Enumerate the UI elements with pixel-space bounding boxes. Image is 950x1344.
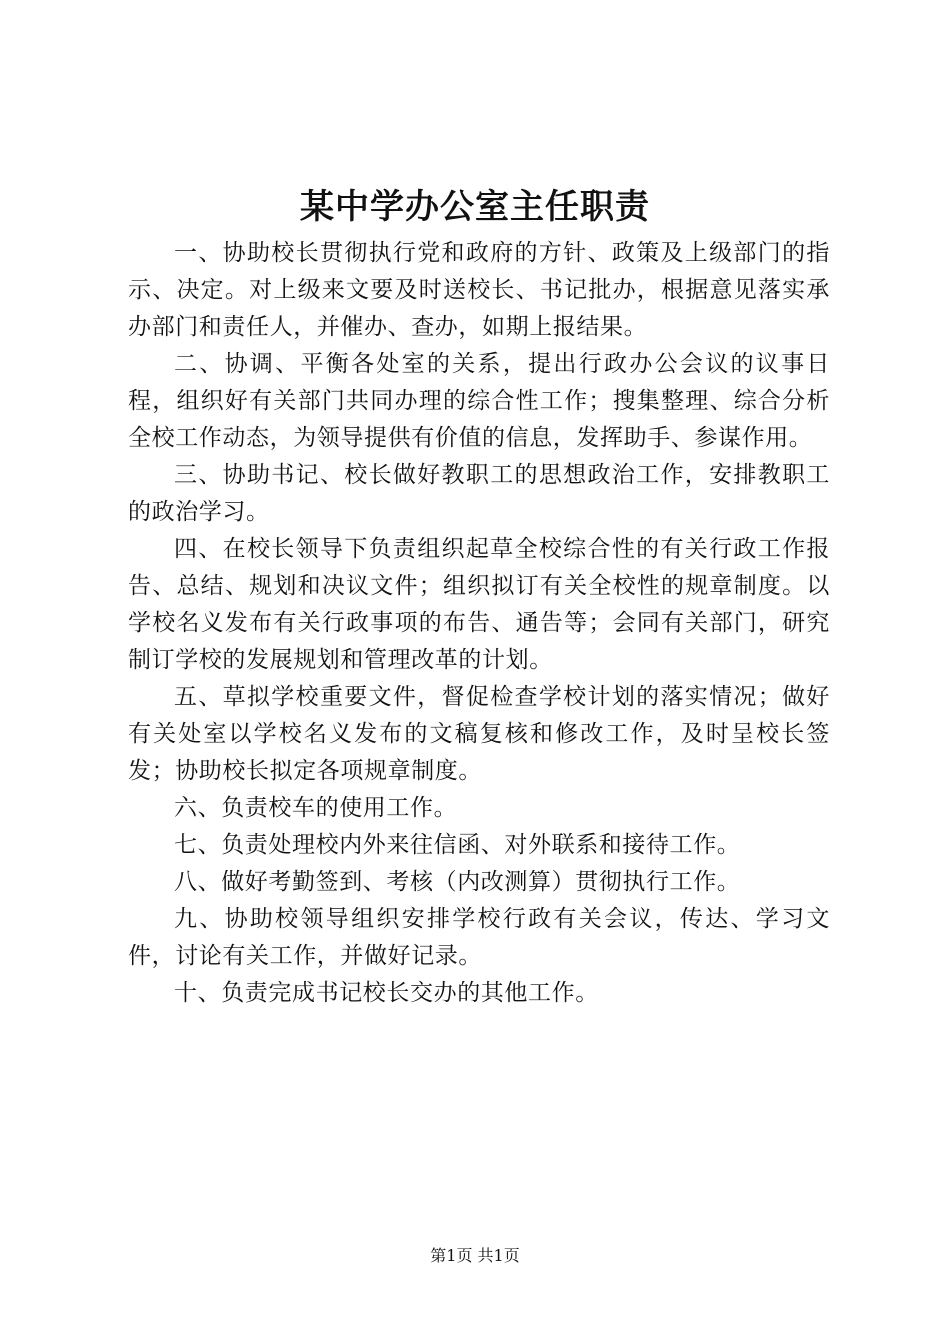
document-body: [128, 235, 830, 1012]
duty-item-9: 九、协助校领导组织安排学校行政有关会议，传达、学习文件，讨论有关工作，并做好记录。: [128, 906, 830, 969]
duty-item-7: 七、负责处理校内外来往信函、对外联系和接待工作。: [174, 832, 741, 858]
page-number-footer: 第1页 共1页: [430, 1246, 520, 1265]
duty-item-6: 六、负责校车的使用工作。: [174, 795, 458, 821]
document-title: 某中学办公室主任职责: [300, 187, 650, 227]
duty-item-10: 十、负责完成书记校长交办的其他工作。: [174, 980, 599, 1006]
duty-item-2: 二、协调、平衡各处室的关系，提出行政办公会议的议事日程，组织好有关部门共同办理的综合性工作；搜集整理、综合分析全校工作动态，为领导提供有价值的信息，发挥助手、参谋作用。: [128, 351, 830, 451]
duty-item-5: 五、草拟学校重要文件，督促检查学校计划的落实情况；做好有关处室以学校名义发布的文稿复核和修改工作，及时呈校长签发；协助校长拟定各项规章制度。: [128, 684, 830, 784]
duty-item-3: 三、协助书记、校长做好教职工的思想政治工作，安排教职工的政治学习。: [128, 462, 830, 525]
duty-item-8: 八、做好考勤签到、考核（内改测算）贯彻执行工作。: [174, 869, 741, 895]
duty-item-1: 一、协助校长贯彻执行党和政府的方针、政策及上级部门的指示、决定。对上级来文要及时送校长、书记批办，根据意见落实承办部门和责任人，并催办、查办，如期上报结果。: [128, 240, 830, 340]
duty-item-4: 四、在校长领导下负责组织起草全校综合性的有关行政工作报告、总结、规划和决议文件；组织拟订有关全校性的规章制度。以学校名义发布有关行政事项的布告、通告等；会同有关部门，研究制订学校的发展规划和管理改革的计划。: [128, 536, 830, 673]
